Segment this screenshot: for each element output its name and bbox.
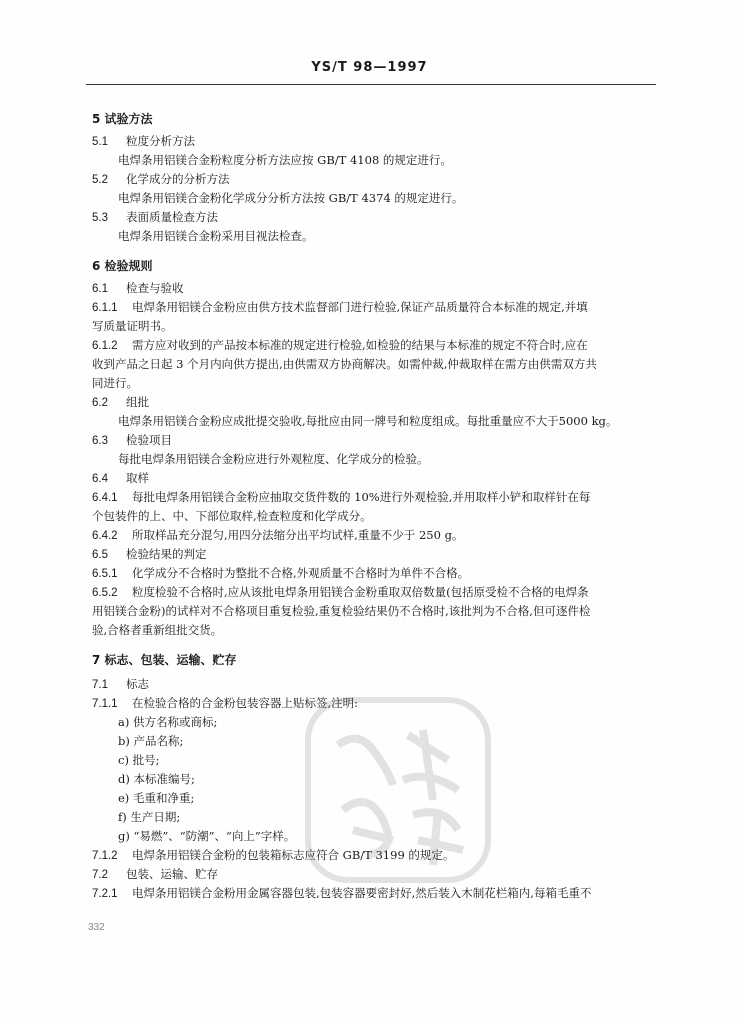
clause-6-4-1-cont: 个包装件的上、中、下部位取样,检查粒度和化学成分。 bbox=[92, 509, 372, 523]
section-7-heading: 7 标志、包装、运输、贮存 bbox=[92, 653, 237, 667]
list-item-d: d) 本标准编号; bbox=[118, 772, 195, 786]
clause-5-3-text: 电焊条用铝镁合金粉采用目视法检查。 bbox=[118, 229, 314, 243]
clause-5-1-text: 电焊条用铝镁合金粉粒度分析方法应按 GB/T 4108 的规定进行。 bbox=[118, 153, 452, 167]
section-6-heading: 6 检验规则 bbox=[92, 259, 153, 273]
clause-7-1-2: 7.1.2 电焊条用铝镁合金粉的包装箱标志应符合 GB/T 3199 的规定。 bbox=[92, 848, 455, 862]
list-item-e: e) 毛重和净重; bbox=[118, 791, 195, 805]
page-number: 332 bbox=[88, 922, 105, 933]
clause-5-3: 5.3 表面质量检查方法 bbox=[92, 210, 218, 224]
list-item-a: a) 供方名称或商标; bbox=[118, 715, 218, 729]
clause-7-1-1: 7.1.1 在检验合格的合金粉包装容器上贴标签,注明: bbox=[92, 696, 359, 710]
list-item-b: b) 产品名称; bbox=[118, 734, 184, 748]
clause-6-1-1-cont: 写质量证明书。 bbox=[92, 319, 173, 333]
clause-6-4-1: 6.4.1 每批电焊条用铝镁合金粉应抽取交货件数的 10%进行外观检验,并用取样小铲和取样针在每 bbox=[92, 490, 591, 504]
list-item-g: g) “易燃”、“防潮”、“向上”字样。 bbox=[118, 829, 296, 843]
clause-6-1-2: 6.1.2 需方应对收到的产品按本标准的规定进行检验,如检验的结果与本标准的规定不符合时,应在 bbox=[92, 338, 588, 352]
clause-6-1-2-cont1: 收到产品之日起 3 个月内向供方提出,由供需双方协商解决。如需仲裁,仲裁取样在需方由供需双方共 bbox=[92, 357, 597, 371]
clause-6-4-2: 6.4.2 所取样品充分混匀,用四分法缩分出平均试样,重量不少于 250 g。 bbox=[92, 528, 464, 542]
header-rule bbox=[86, 84, 656, 85]
clause-7-2: 7.2 包装、运输、贮存 bbox=[92, 867, 218, 881]
library-seal-watermark bbox=[298, 690, 498, 890]
clause-6-1-2-cont2: 同进行。 bbox=[92, 376, 138, 390]
list-item-c: c) 批号; bbox=[118, 753, 160, 767]
clause-6-5-2-cont1: 用铝镁合金粉)的试样对不合格项目重复检验,重复检验结果仍不合格时,该批判为不合格,但可逐件检 bbox=[92, 604, 591, 618]
clause-6-2: 6.2 组批 bbox=[92, 395, 149, 409]
clause-6-4: 6.4 取样 bbox=[92, 471, 149, 485]
clause-5-2: 5.2 化学成分的分析方法 bbox=[92, 172, 230, 186]
section-5-heading: 5 试验方法 bbox=[92, 112, 153, 126]
clause-6-5-2-cont2: 验,合格者重新组批交货。 bbox=[92, 623, 223, 637]
clause-5-2-text: 电焊条用铝镁合金粉化学成分分析方法按 GB/T 4374 的规定进行。 bbox=[118, 191, 464, 205]
clause-6-3: 6.3 检验项目 bbox=[92, 433, 172, 447]
clause-6-5: 6.5 检验结果的判定 bbox=[92, 547, 207, 561]
clause-6-1-1: 6.1.1 电焊条用铝镁合金粉应由供方技术监督部门进行检验,保证产品质量符合本标准的规定,并填 bbox=[92, 300, 588, 314]
clause-6-2-text: 电焊条用铝镁合金粉应成批提交验收,每批应由同一牌号和粒度组成。每批重量应不大于5000 kg。 bbox=[118, 414, 618, 428]
clause-5-1: 5.1 粒度分析方法 bbox=[92, 134, 195, 148]
clause-6-3-text: 每批电焊条用铝镁合金粉应进行外观粒度、化学成分的检验。 bbox=[118, 452, 429, 466]
clause-6-1: 6.1 检查与验收 bbox=[92, 281, 184, 295]
clause-7-1: 7.1 标志 bbox=[92, 677, 149, 691]
clause-6-5-2: 6.5.2 粒度检验不合格时,应从该批电焊条用铝镁合金粉重取双倍数量(包括原受检不合格的电焊条 bbox=[92, 585, 589, 599]
clause-6-5-1: 6.5.1 化学成分不合格时为整批不合格,外观质量不合格时为单件不合格。 bbox=[92, 566, 470, 580]
standard-code-header: YS/T 98—1997 bbox=[311, 60, 428, 75]
list-item-f: f) 生产日期; bbox=[118, 810, 181, 824]
clause-7-2-1: 7.2.1 电焊条用铝镁合金粉用金属容器包装,包装容器要密封好,然后装入木制花栏箱内,每箱毛重不 bbox=[92, 886, 592, 900]
